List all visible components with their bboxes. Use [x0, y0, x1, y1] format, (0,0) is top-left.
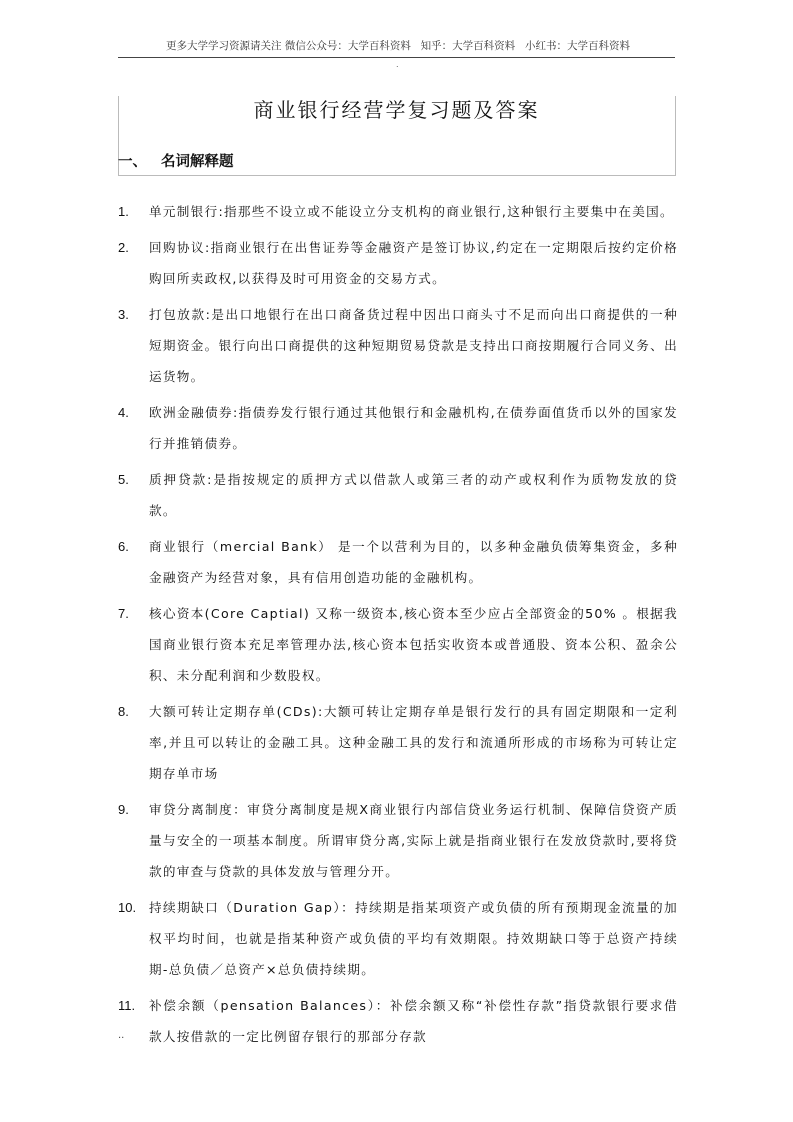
- list-item: [118, 196, 678, 227]
- list-item: [118, 696, 678, 789]
- item-text: 持续期缺口（Duration Gap）：持续期是指某项资产或负债的所有预期现金流量的加权平均时间，也就是指某种资产或负债的平均有效期限。持效期缺口等于总资产持续期-总负债／总资产×总负债持续期。: [149, 900, 678, 977]
- list-item: [118, 232, 678, 294]
- definition-list: [118, 196, 678, 1057]
- item-number: 7.: [118, 606, 129, 621]
- header-dot: .: [396, 60, 399, 69]
- item-text: 质押贷款:是指按规定的质押方式以借款人或第三者的动产或权利作为质物发放的贷款。: [149, 472, 678, 518]
- item-text: 审贷分离制度：审贷分离制度是规X商业银行内部信贷业务运行机制、保障信贷资产质量与安全的一项基本制度。所谓审贷分离,实际上就是指商业银行在发放贷款时,要将贷款的审查与贷款的具体发放与管理分开。: [149, 802, 678, 879]
- header-rule: [118, 57, 675, 58]
- item-text: 回购协议:指商业银行在出售证券等金融资产是签订协议,约定在一定期限后按约定价格购回所卖政权,以获得及时可用资金的交易方式。: [149, 240, 678, 286]
- list-item: [118, 990, 678, 1052]
- item-text: 打包放款:是出口地银行在出口商备货过程中因出口商头寸不足而向出口商提供的一种短期资金。银行向出口商提供的这种短期贸易贷款是支持出口商按期履行合同义务、出运货物。: [149, 307, 678, 384]
- page-header: [118, 38, 675, 53]
- document-title: 商业银行经营学复习题及答案: [253, 98, 540, 122]
- item-number: 2.: [118, 240, 129, 255]
- item-number: 11.: [118, 998, 136, 1013]
- section-marker: 一、: [118, 154, 147, 170]
- item-number: 1.: [118, 204, 129, 219]
- list-item: [118, 892, 678, 985]
- item-text: 单元制银行:指那些不设立或不能设立分支机构的商业银行,这种银行主要集中在美国。: [149, 204, 674, 219]
- item-text: 商业银行（mercial Bank） 是一个以营利为目的，以多种金融负债筹集资金，多种金融资产为经营对象，具有信用创造功能的金融机构。: [149, 539, 678, 585]
- item-number: 5.: [118, 472, 129, 487]
- header-right-text: 小红书：大学百科资料: [525, 40, 630, 52]
- footer-dots: ..: [118, 1030, 125, 1041]
- list-item: [118, 397, 678, 459]
- item-number: 3.: [118, 307, 129, 322]
- item-text: 大额可转让定期存单(CDs):大额可转让定期存单是银行发行的具有固定期限和一定利率,并且可以转让的金融工具。这种金融工具的发行和流通所形成的市场称为可转让定期存单市场: [149, 704, 678, 781]
- header-middle-text: 知乎：大学百科资料: [420, 40, 516, 52]
- item-number: 8.: [118, 704, 129, 719]
- list-item: [118, 531, 678, 593]
- item-text: 核心资本(Core Captial) 又称一级资本,核心资本至少应占全部资金的50% 。根据我国商业银行资本充足率管理办法,核心资本包括实收资本或普通股、资本公积、盈余公积、未分配利润和少数股权。: [149, 606, 678, 683]
- list-item: [118, 464, 678, 526]
- section-label: 名词解释题: [161, 154, 234, 170]
- list-item: [118, 794, 678, 887]
- item-number: 6.: [118, 539, 129, 554]
- item-number: 9.: [118, 802, 129, 817]
- list-item: [118, 598, 678, 691]
- header-left-text: 更多大学学习资源请关注 微信公众号：大学百科资料: [166, 40, 411, 52]
- section-heading: [118, 150, 234, 171]
- item-number: 4.: [118, 405, 129, 420]
- item-number: 10.: [118, 900, 137, 915]
- title-box-bottom-border: [118, 175, 675, 176]
- item-text: 补偿余额（pensation Balances）：补偿余额又称“补偿性存款”指贷款银行要求借款人按借款的一定比例留存银行的那部分存款: [149, 998, 678, 1044]
- title-box-right-border: [675, 96, 676, 176]
- item-text: 欧洲金融债券:指债券发行银行通过其他银行和金融机构,在债券面值货币以外的国家发行并推销债券。: [149, 405, 678, 451]
- list-item: [118, 299, 678, 392]
